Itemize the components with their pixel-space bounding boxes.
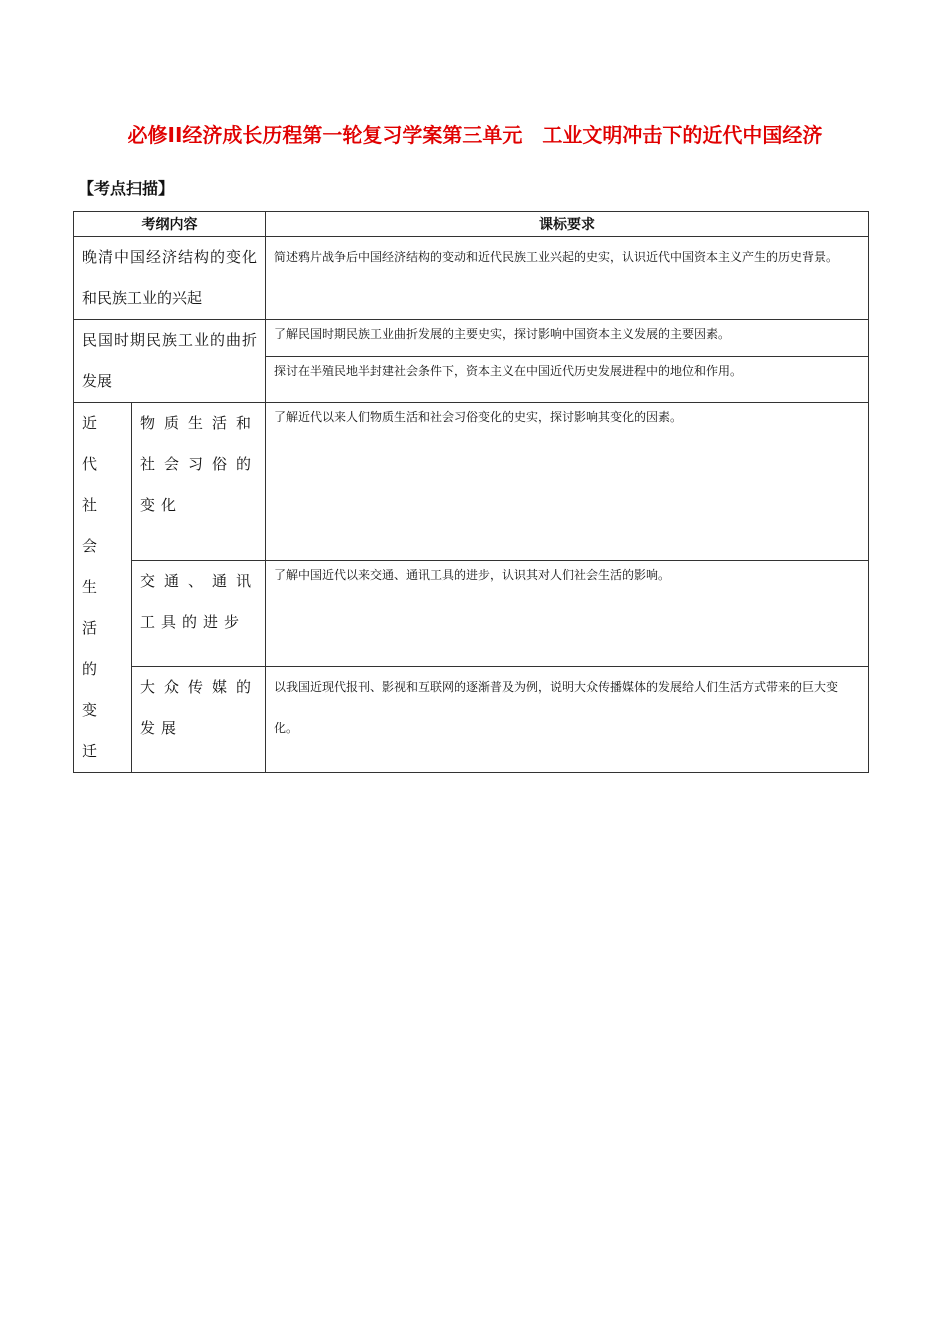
document-title: 必修II经济成长历程第一轮复习学案第三单元 工业文明冲击下的近代中国经济 [127, 123, 823, 147]
requirement-text: 以我国近现代报刊、影视和互联网的逐渐普及为例，说明大众传播媒体的发展给人们生活方式带来的巨大变化。 [266, 667, 869, 773]
requirement-text: 了解民国时期民族工业曲折发展的主要史实，探讨影响中国资本主义发展的主要因素。 [266, 320, 869, 357]
outline-topic: 民国时期民族工业的曲折发展 [74, 320, 266, 403]
outline-subtopic: 大众传媒的发展 [132, 667, 266, 773]
header-curriculum-requirement: 课标要求 [266, 212, 869, 237]
outline-subtopic: 物质生活和社会习俗的变化 [132, 403, 266, 561]
syllabus-table [73, 211, 869, 773]
section-heading: 【考点扫描】 [78, 179, 175, 198]
table-row [74, 320, 869, 357]
requirement-text: 了解近代以来人们物质生活和社会习俗变化的史实，探讨影响其变化的因素。 [266, 403, 869, 561]
outline-subtopic: 交通、通讯工具的进步 [132, 561, 266, 667]
requirement-text: 了解中国近代以来交通、通讯工具的进步，认识其对人们社会生活的影响。 [266, 561, 869, 667]
requirement-text: 探讨在半殖民地半封建社会条件下，资本主义在中国近代历史发展进程中的地位和作用。 [266, 357, 869, 403]
table-row [74, 403, 869, 561]
table-row [74, 561, 869, 667]
table-row [74, 667, 869, 773]
table-header-row [74, 212, 869, 237]
header-outline-content: 考纲内容 [74, 212, 266, 237]
table-row [74, 237, 869, 320]
requirement-text: 简述鸦片战争后中国经济结构的变动和近代民族工业兴起的史实，认识近代中国资本主义产生的历史背景。 [266, 237, 869, 320]
group-label: 近代社会生活的变迁 [74, 403, 132, 773]
outline-topic: 晚清中国经济结构的变化和民族工业的兴起 [74, 237, 266, 320]
